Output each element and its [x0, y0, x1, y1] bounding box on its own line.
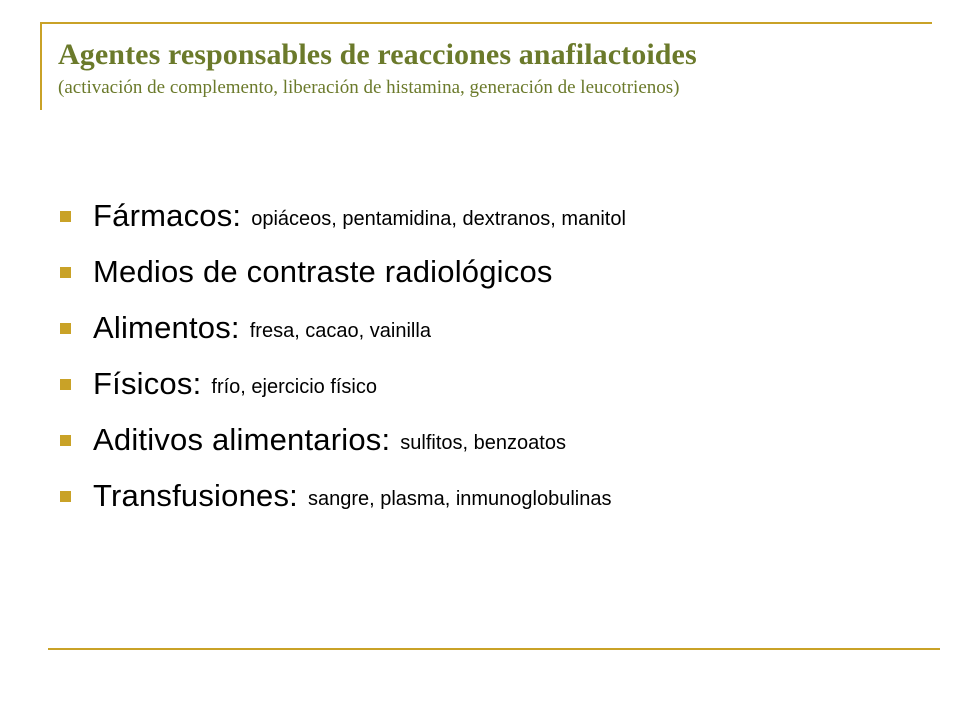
bullet-item-aditivos: [60, 412, 940, 468]
square-bullet-icon: [60, 435, 71, 446]
square-bullet-icon: [60, 211, 71, 222]
bullet-heading: Alimentos:: [93, 310, 240, 345]
bullet-list: [60, 188, 940, 524]
bullet-heading: Aditivos alimentarios:: [93, 422, 391, 457]
bullet-item-medios-contraste: [60, 244, 940, 300]
square-bullet-icon: [60, 491, 71, 502]
bullet-item-alimentos: [60, 300, 940, 356]
bullet-detail: fresa, cacao, vainilla: [249, 319, 431, 342]
bullet-heading: Físicos:: [93, 366, 202, 401]
bullet-item-farmacos: [60, 188, 940, 244]
bullet-detail: opiáceos, pentamidina, dextranos, manitol: [251, 207, 626, 230]
slide-title: Agentes responsables de reacciones anafilactoides: [58, 38, 697, 71]
bullet-detail: frío, ejercicio físico: [211, 375, 377, 398]
top-divider-line: [40, 22, 932, 24]
slide-subtitle: (activación de complemento, liberación de histamina, generación de leucotrienos): [58, 77, 680, 98]
bullet-heading: Medios de contraste radiológicos: [93, 254, 553, 289]
bullet-detail: sangre, plasma, inmunoglobulinas: [307, 487, 612, 510]
bullet-item-fisicos: [60, 356, 940, 412]
bottom-divider-line: [48, 648, 940, 650]
square-bullet-icon: [60, 267, 71, 278]
bullet-item-transfusiones: [60, 468, 940, 524]
left-accent-line: [40, 22, 42, 110]
bullet-heading: Transfusiones:: [93, 478, 298, 513]
square-bullet-icon: [60, 323, 71, 334]
bullet-heading: Fármacos:: [93, 198, 242, 233]
bullet-detail: sulfitos, benzoatos: [400, 431, 566, 454]
square-bullet-icon: [60, 379, 71, 390]
title-block: [58, 36, 938, 102]
